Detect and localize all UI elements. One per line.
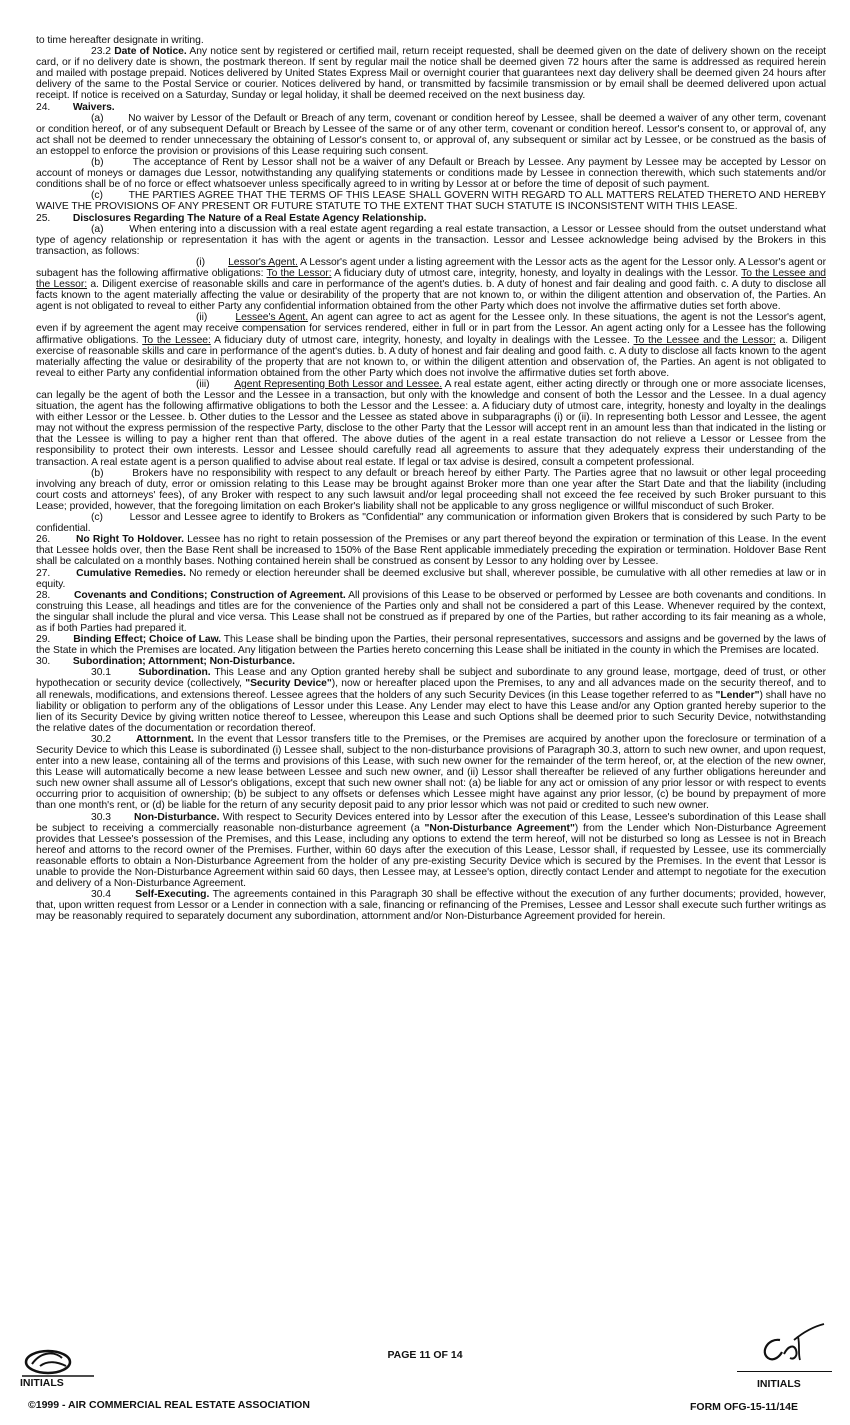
section-number: 24.: [36, 101, 51, 113]
section-number: 27.: [36, 567, 51, 579]
section-text: All provisions of this Lease to be observed or performed by Lessee are both covenants and conditions. In construing this Lease, all headings and titles are for the convenience of the Parties only and shall not be considered a part of this Lease. Whenever required by the context, the singular shall include the plural and vice versa. This Lease shall not be construed as if prepared by one of the Parties, but rather according to its fair meaning as a whole, as if both Parties had prepared it.: [36, 589, 826, 634]
page-number: PAGE 11 OF 14: [387, 1349, 463, 1361]
item-text: a. Diligent exercise of reasonable skills and care in performance of the agent's duties. b. A duty of honest and fair dealing and good faith. c. A duty to disclose all facts known to the agent materially affecting the value or desirability of the property that are not known to, or within the diligent attention and observation of, the Parties. An agent is not obligated to reveal to either Party any confidential information obtained from the other Party which does not involve the affirmative duties set forth above.: [36, 279, 827, 313]
item-text: A fiduciary duty of utmost care, integrity, honesty, and loyalty in dealings with the Lessor.: [331, 267, 742, 279]
section-24-c: (c) THE PARTIES AGREE THAT THE TERMS OF THIS LEASE SHALL GOVERN WITH REGARD TO ALL MATTERS RELATED THERETO AND HEREBY WAIVE THE PROVISIONS OF ANY PRESENT OR FUTURE STATUTE TO THE EXTENT THAT SUCH STATUTE IS INCONSISTENT WITH THIS LEASE.: [36, 190, 826, 213]
lease-body-text: [36, 35, 826, 923]
section-text: With respect to Security Devices entered into by Lessor after the execution of this Lease, Lessee's subordination of this Lease shall be subject to receiving a commercially reasonable non-disturbance agreement (a: [36, 811, 826, 834]
defined-term: "Lender": [715, 689, 760, 701]
section-heading: Subordination.: [138, 667, 211, 679]
defined-term: "Security Device": [245, 678, 332, 690]
section-number: 25.: [36, 212, 51, 224]
section-24-a: (a) No waiver by Lessor of the Default or Breach of any term, covenant or condition hereof by Lessee, shall be deemed a waiver of any other term, covenant or condition hereof, or of any subsequent Default or Breach by Lessee of the same or of any other term, covenant or condition hereof. Lessor's consent to, or approval of, any act shall not be deemed to render unnecessary the obtaining of Lessor's consent to, or approval of, any subsequent or similar act by Lessee, or be construed as the basis of an estoppel to enforce the provision or provisions of this Lease requiring such consent.: [36, 112, 826, 157]
section-25-a: (a) When entering into a discussion with a real estate agent regarding a real estate transaction, a Lessor or Lessee should from the outset understand what type of agency relationship or representation it has with the agent or agents in the transaction. Lessor and Lessee acknowledge being advised by the Brokers in this transaction, as follows:: [36, 223, 826, 257]
section-text: In the event that Lessor transfers title to the Premises, or the Premises are acquired by another upon the foreclosure or termination of a Security Device to which this Lease is subordinated (i) Lessee shall, subject to the non-disturbance provisions of Paragraph 30.3, attorn to such new owner, and upon request, enter into a new lease, containing all of the terms and provisions of this Lease, with such new owner for the remainder of the term hereof, or, at the election of the new owner, this Lease will automatically become a new lease between Lessee and such new owner, and (ii) Lessor shall thereafter be relieved of any further obligations hereunder and such new owner shall assume all of Lessor's obligations, except that such new owner shall not: (a) be liable for any act or omission of any prior lessor or with respect to events occurring prior to acquisition of ownership; (b) be subject to any offsets or defenses which Lessee might have against any prior lessor, (c) be bound by prepayment of more than one month's rent, or (d) be liable for the return of any security deposit paid to any prior lessor which was not paid or credited to such new owner.: [36, 733, 826, 812]
form-number: FORM OFG-15-11/14E: [690, 1401, 798, 1413]
section-25-heading: [36, 213, 826, 224]
item-text: A Lessor's agent under a listing agreement with the Lessor acts as the agent for the Lessor only. A Lessor's agent or subagent has the following affirmative obligations:: [36, 256, 826, 279]
section-24-b: (b) The acceptance of Rent by Lessor shall not be a waiver of any Default or Breach by Lessee. Any payment by Lessee may be accepted by Lessor on account of moneys or damages due Lessor, notwithstanding any qualifying statements or conditions made by Lessee in connection therewith, which such statements and/or conditions shall be of no force or effect whatsoever unless specifically agreed to in writing by Lessor at or before the time of deposit of such payment.: [36, 157, 826, 191]
item-title: Agent Representing Both Lessor and Lessee.: [234, 378, 443, 390]
section-number: 23.2: [91, 46, 111, 58]
section-heading: Binding Effect; Choice of Law.: [73, 634, 222, 646]
section-text: Any notice sent by registered or certified mail, return receipt requested, shall be deemed given on the date of delivery shown on the receipt card, or if no delivery date is shown, the postmark thereon. If sent by regular mail the notice shall be deemed given 72 hours after the same is addressed as required herein and mailed with postage prepaid. Notices delivered by United States Express Mail or overnight courier that guarantees next day delivery shall be deemed given 24 hours after delivery of the same to the Postal Service or courier. Notices delivered by hand, or transmitted by facsimile transmission or by email shall be deemed delivered upon actual receipt. If notice is received on a Saturday, Sunday or legal holiday, it shall be deemed received on the next business day.: [36, 46, 827, 102]
lessor-initials-label: INITIALS: [20, 1377, 64, 1389]
item-underline: To the Lessor:: [266, 267, 332, 279]
section-heading: Covenants and Conditions; Construction of Agreement.: [73, 589, 346, 601]
section-heading: Subordination; Attornment; Non-Disturbance.: [72, 656, 295, 668]
section-30-3: [36, 812, 826, 890]
section-heading: Non-Disturbance.: [134, 811, 220, 823]
section-30-2: [36, 734, 826, 812]
defined-term: "Non-Disturbance Agreement": [424, 822, 575, 834]
item-text: a. Diligent exercise of reasonable skills and care in performance of the agent's duties. b. A duty of honest and fair dealing and good faith. c. A duty to disclose all facts known to the agent materially affecting the value or desirability of the property that are not known to, or within the diligent attention and observation of, the Parties. An agent is not obligated to reveal to either Party any confidential information obtained from the other Party which does not involve the affirmative duties set forth above.: [36, 334, 826, 379]
item-label: (ii): [196, 312, 236, 324]
section-heading: No Right To Holdover.: [75, 534, 184, 546]
section-27: [36, 568, 826, 590]
section-number: 30.2: [91, 733, 111, 745]
section-text: ) shall have no liability or obligation to perform any of the obligations of Lessor under this Lease. Any Lender may elect to have this Lease and/or any Option granted hereby superior to the lien of its Security Device by giving written notice thereof to Lessee, whereupon this Lease and such Options shall be deemed prior to such Security Device, notwithstanding the relative dates of the documentation or recordation thereof.: [36, 689, 826, 734]
section-number: 30.1: [91, 667, 111, 679]
section-text: This Lease shall be binding upon the Parties, their personal representatives, successors and assigns and be governed by the laws of the State in which the Premises are located. Any litigation between the Parties hereto concerning this Lease shall be initiated in the county in which the Premises are located.: [36, 634, 826, 657]
paragraph-continuation: to time hereafter designate in writing.: [36, 35, 204, 46]
section-25-a-i: [36, 257, 826, 312]
item-text: An agent can agree to act as agent for the Lessee only. In these situations, the agent is not the Lessor's agent, even if by agreement the agent may receive compensation for services rendered, either in full or in part from the Lessor. An agent acting only for a Lessee has the following affirmative obligations.: [36, 312, 826, 346]
item-title: Lessee's Agent.: [235, 312, 309, 324]
section-text: The agreements contained in this Paragraph 30 shall be effective without the execution of any further documents; provided, however, that, upon written request from Lessor or a Lender in connection with a sale, financing or refinancing of the Premises, Lessee and Lessor shall execute such further writings as may be reasonably required to separately document any subordination, attornment and/or Non-Disturbance Agreement provided for herein.: [36, 889, 826, 923]
copyright-notice: ©1999 - AIR COMMERCIAL REAL ESTATE ASSOCIATION: [28, 1399, 310, 1411]
section-number: 26.: [36, 534, 51, 546]
section-28: [36, 590, 826, 634]
section-number: 30.3: [91, 811, 111, 823]
section-25-b: (b) Brokers have no responsibility with respect to any default or breach hereof by either Party. The Parties agree that no lawsuit or other legal proceeding involving any breach of duty, error or omission relating to this Lease may be brought against Broker more than one year after the Start Date and that the liability (including court costs and attorneys' fees), of any Broker with respect to any such lawsuit and/or legal proceeding shall not exceed the fee received by such Broker pursuant to this Lease; provided, however, that the foregoing limitation on each Broker's liability shall not be applicable to any gross negligence or willful misconduct of such Broker.: [36, 467, 826, 512]
section-heading: Self-Executing.: [135, 889, 210, 901]
lessee-initials-signature: [750, 1318, 830, 1368]
lessee-initials-line: [737, 1371, 832, 1372]
section-30-heading: [36, 656, 826, 667]
item-underline: To the Lessee and the Lessor:: [36, 267, 826, 291]
section-number: 30.4: [91, 889, 111, 901]
item-label: (i): [196, 256, 229, 268]
section-heading: Date of Notice.: [114, 46, 187, 58]
section-number: 29.: [36, 634, 51, 646]
section-29: [36, 634, 826, 656]
item-title: Lessor's Agent.: [228, 256, 298, 268]
section-number: 30.: [36, 656, 51, 668]
section-heading: Attornment.: [135, 733, 194, 745]
section-30-1: [36, 667, 826, 734]
item-underline: To the Lessee and the Lessor:: [633, 334, 776, 346]
section-25-a-iii: [36, 379, 826, 468]
section-heading: Disclosures Regarding The Nature of a Real Estate Agency Relationship.: [72, 212, 427, 224]
section-text: ), now or hereafter placed upon the Premises, to any and all advances made on the security thereof, and to all renewals, modifications, and extensions thereof. Lessee agrees that the holders of any such Security Devices (in this Lease together referred to as: [36, 678, 826, 701]
section-text: This Lease and any Option granted hereby shall be subject and subordinate to any ground lease, mortgage, deed of trust, or other hypothecation or security device (collectively,: [36, 667, 826, 690]
section-text: Lessee has no right to retain possession of the Premises or any part thereof beyond the expiration or termination of this Lease. In the event that Lessee holds over, then the Base Rent shall be increased to 150% of the Base Rent applicable immediately preceding the expiration or termination. Holdover Base Rent shall be calculated on a monthly bases. Nothing contained herein shall be construed as consent by Lessor to any holding over by Lessee.: [36, 534, 827, 568]
lessor-initials-signature: [18, 1340, 98, 1380]
section-23-2: [36, 46, 826, 101]
section-25-c: (c) Lessor and Lessee agree to identify to Brokers as "Confidential" any communication or information given Brokers that is considered by such Party to be confidential.: [36, 512, 826, 535]
item-label: (iii): [196, 378, 235, 390]
section-30-4: [36, 889, 826, 922]
section-text: No remedy or election hereunder shall be deemed exclusive but shall, wherever possible, be cumulative with all other remedies at law or in equity.: [36, 567, 827, 590]
item-underline: To the Lessee:: [142, 334, 211, 346]
lessee-initials-label: INITIALS: [757, 1378, 801, 1390]
section-25-a-ii: [36, 312, 826, 379]
section-heading: Cumulative Remedies.: [76, 567, 186, 579]
section-text: ) from the Lender which Non-Disturbance Agreement provides that Lessee's possession of the Premises, and this Lease, including any options to extend the term hereof, will not be disturbed so long as Lessee is not in Breach hereof and attorns to the record owner of the Premises. Further, within 60 days after the execution of this Lease, Lessor shall, if requested by Lessee, use its commercially reasonable efforts to obtain a Non-Disturbance Agreement from the holder of any pre-existing Security Device which is secured by the Premises. In the event that Lessor is unable to provide the Non-Disturbance Agreement within said 60 days, then Lessee may, at Lessee's option, directly contact Lender and attempt to negotiate for the execution and delivery of a Non-Disturbance Agreement.: [36, 822, 826, 890]
item-text: A real estate agent, either acting directly or through one or more associate licenses, can legally be the agent of both the Lessor and the Lessee in a transaction, but only with the knowledge and consent of both the Lessor and the Lessee. In a dual agency situation, the agent has the following affirmative obligations to both the Lessor and the Lessee: a. A fiduciary duty of utmost care, integrity, honesty and loyalty in the dealings with either Lessor or the Lessee. b. Other duties to the Lessor and the Lessee as stated above in subparagraphs (i) or (ii). In representing both Lessor and Lessee, the agent may not without the express permission of the respective Party, disclose to the other Party that the Lessor will accept rent in an amount less than that indicated in the listing or that the Lessee is willing to pay a higher rent than that offered. The above duties of the agent in a real estate transaction do not relieve a Lessor or Lessee from the responsibility to protect their own interests. Lessor and Lessee should carefully read all agreements to assure that they adequately express their understanding of the transaction. A real estate agent is a person qualified to advise about real estate. If legal or tax advise is desired, consult a competent professional.: [36, 378, 827, 468]
section-number: 28.: [36, 589, 51, 601]
section-heading: Waivers.: [72, 101, 115, 113]
item-text: A fiduciary duty of utmost care, integrity, honesty, and loyalty in dealings with the Lessee.: [210, 334, 634, 346]
section-24-heading: [36, 102, 826, 113]
section-26: [36, 534, 826, 567]
